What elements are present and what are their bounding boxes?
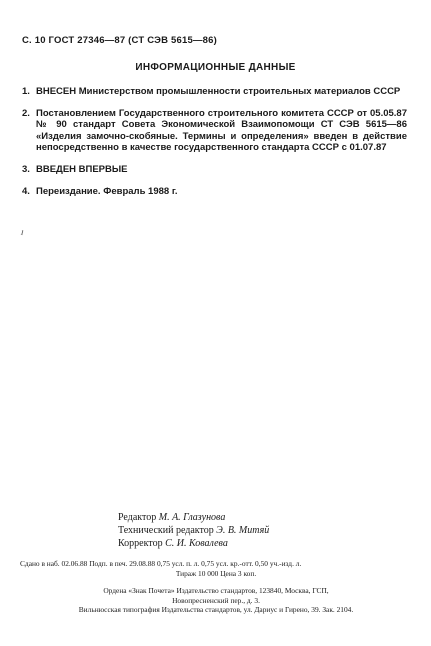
item-number: 1.: [22, 86, 30, 97]
tech-editor-line: [118, 524, 269, 537]
item-number: 4.: [22, 185, 30, 197]
item-text: ВВЕДЕН ВПЕРВЫЕ: [36, 163, 128, 175]
editor-line: [118, 511, 269, 524]
editor-role: Редактор: [118, 512, 157, 523]
imprint-block: [20, 559, 412, 615]
corrector-line: [118, 537, 269, 550]
info-item-3: [22, 164, 407, 176]
corrector-role: Корректор: [118, 538, 163, 549]
section-title: ИНФОРМАЦИОННЫЕ ДАННЫЕ: [135, 62, 296, 73]
imprint-publisher-address: Новопресненский пер., д. 3.: [172, 595, 260, 605]
info-item-1: [22, 86, 407, 98]
page-header: С. 10 ГОСТ 27346—87 (СТ СЭВ 5615—86): [22, 35, 217, 46]
info-item-4: [22, 186, 407, 198]
item-text: Постановлением Государственного строительного комитета СССР от 05.05.87 № 90 стандарт Совета Экономической Взаимопомощи СТ СЭВ 5615—86 «Изделия замочно-скобяные. Термины и определения» введен в действие непосредственно в качестве государственного стандарта СССР с 01.07.87: [36, 107, 407, 154]
imprint-print-details: Сдано в наб. 02.06.88 Подп. в печ. 29.08.88 0,75 усл. п. л. 0,75 усл. кр.-отт. 0,50 уч.-изд. л.: [20, 559, 302, 568]
imprint-printer: Вильнюсская типография Издательства стандартов, ул. Дариус и Гирено, 39. Зак. 2104.: [78, 605, 354, 614]
info-item-2: [22, 108, 407, 154]
imprint-gap: [20, 578, 412, 586]
editor-name: М. А. Глазунова: [158, 512, 226, 523]
tech-editor-name: Э. В. Митяй: [216, 525, 270, 536]
item-text: Переиздание. Февраль 1988 г.: [36, 185, 178, 197]
item-number: 2.: [22, 107, 30, 119]
corrector-name: С. И. Ковалева: [165, 538, 228, 549]
info-items-list: [22, 86, 407, 207]
imprint-publisher: Ордена «Знак Почета» Издательство стандартов, 123840, Москва, ГСП,: [103, 586, 329, 595]
margin-mark: ı: [19, 226, 26, 239]
item-number: 3.: [22, 163, 30, 175]
imprint-circulation: Тираж 10 000 Цена 3 коп.: [175, 568, 257, 578]
staff-credits: [118, 511, 269, 550]
tech-editor-role: Технический редактор: [118, 525, 214, 536]
item-text: ВНЕСЕН Министерством промышленности строительных материалов СССР: [36, 86, 401, 97]
